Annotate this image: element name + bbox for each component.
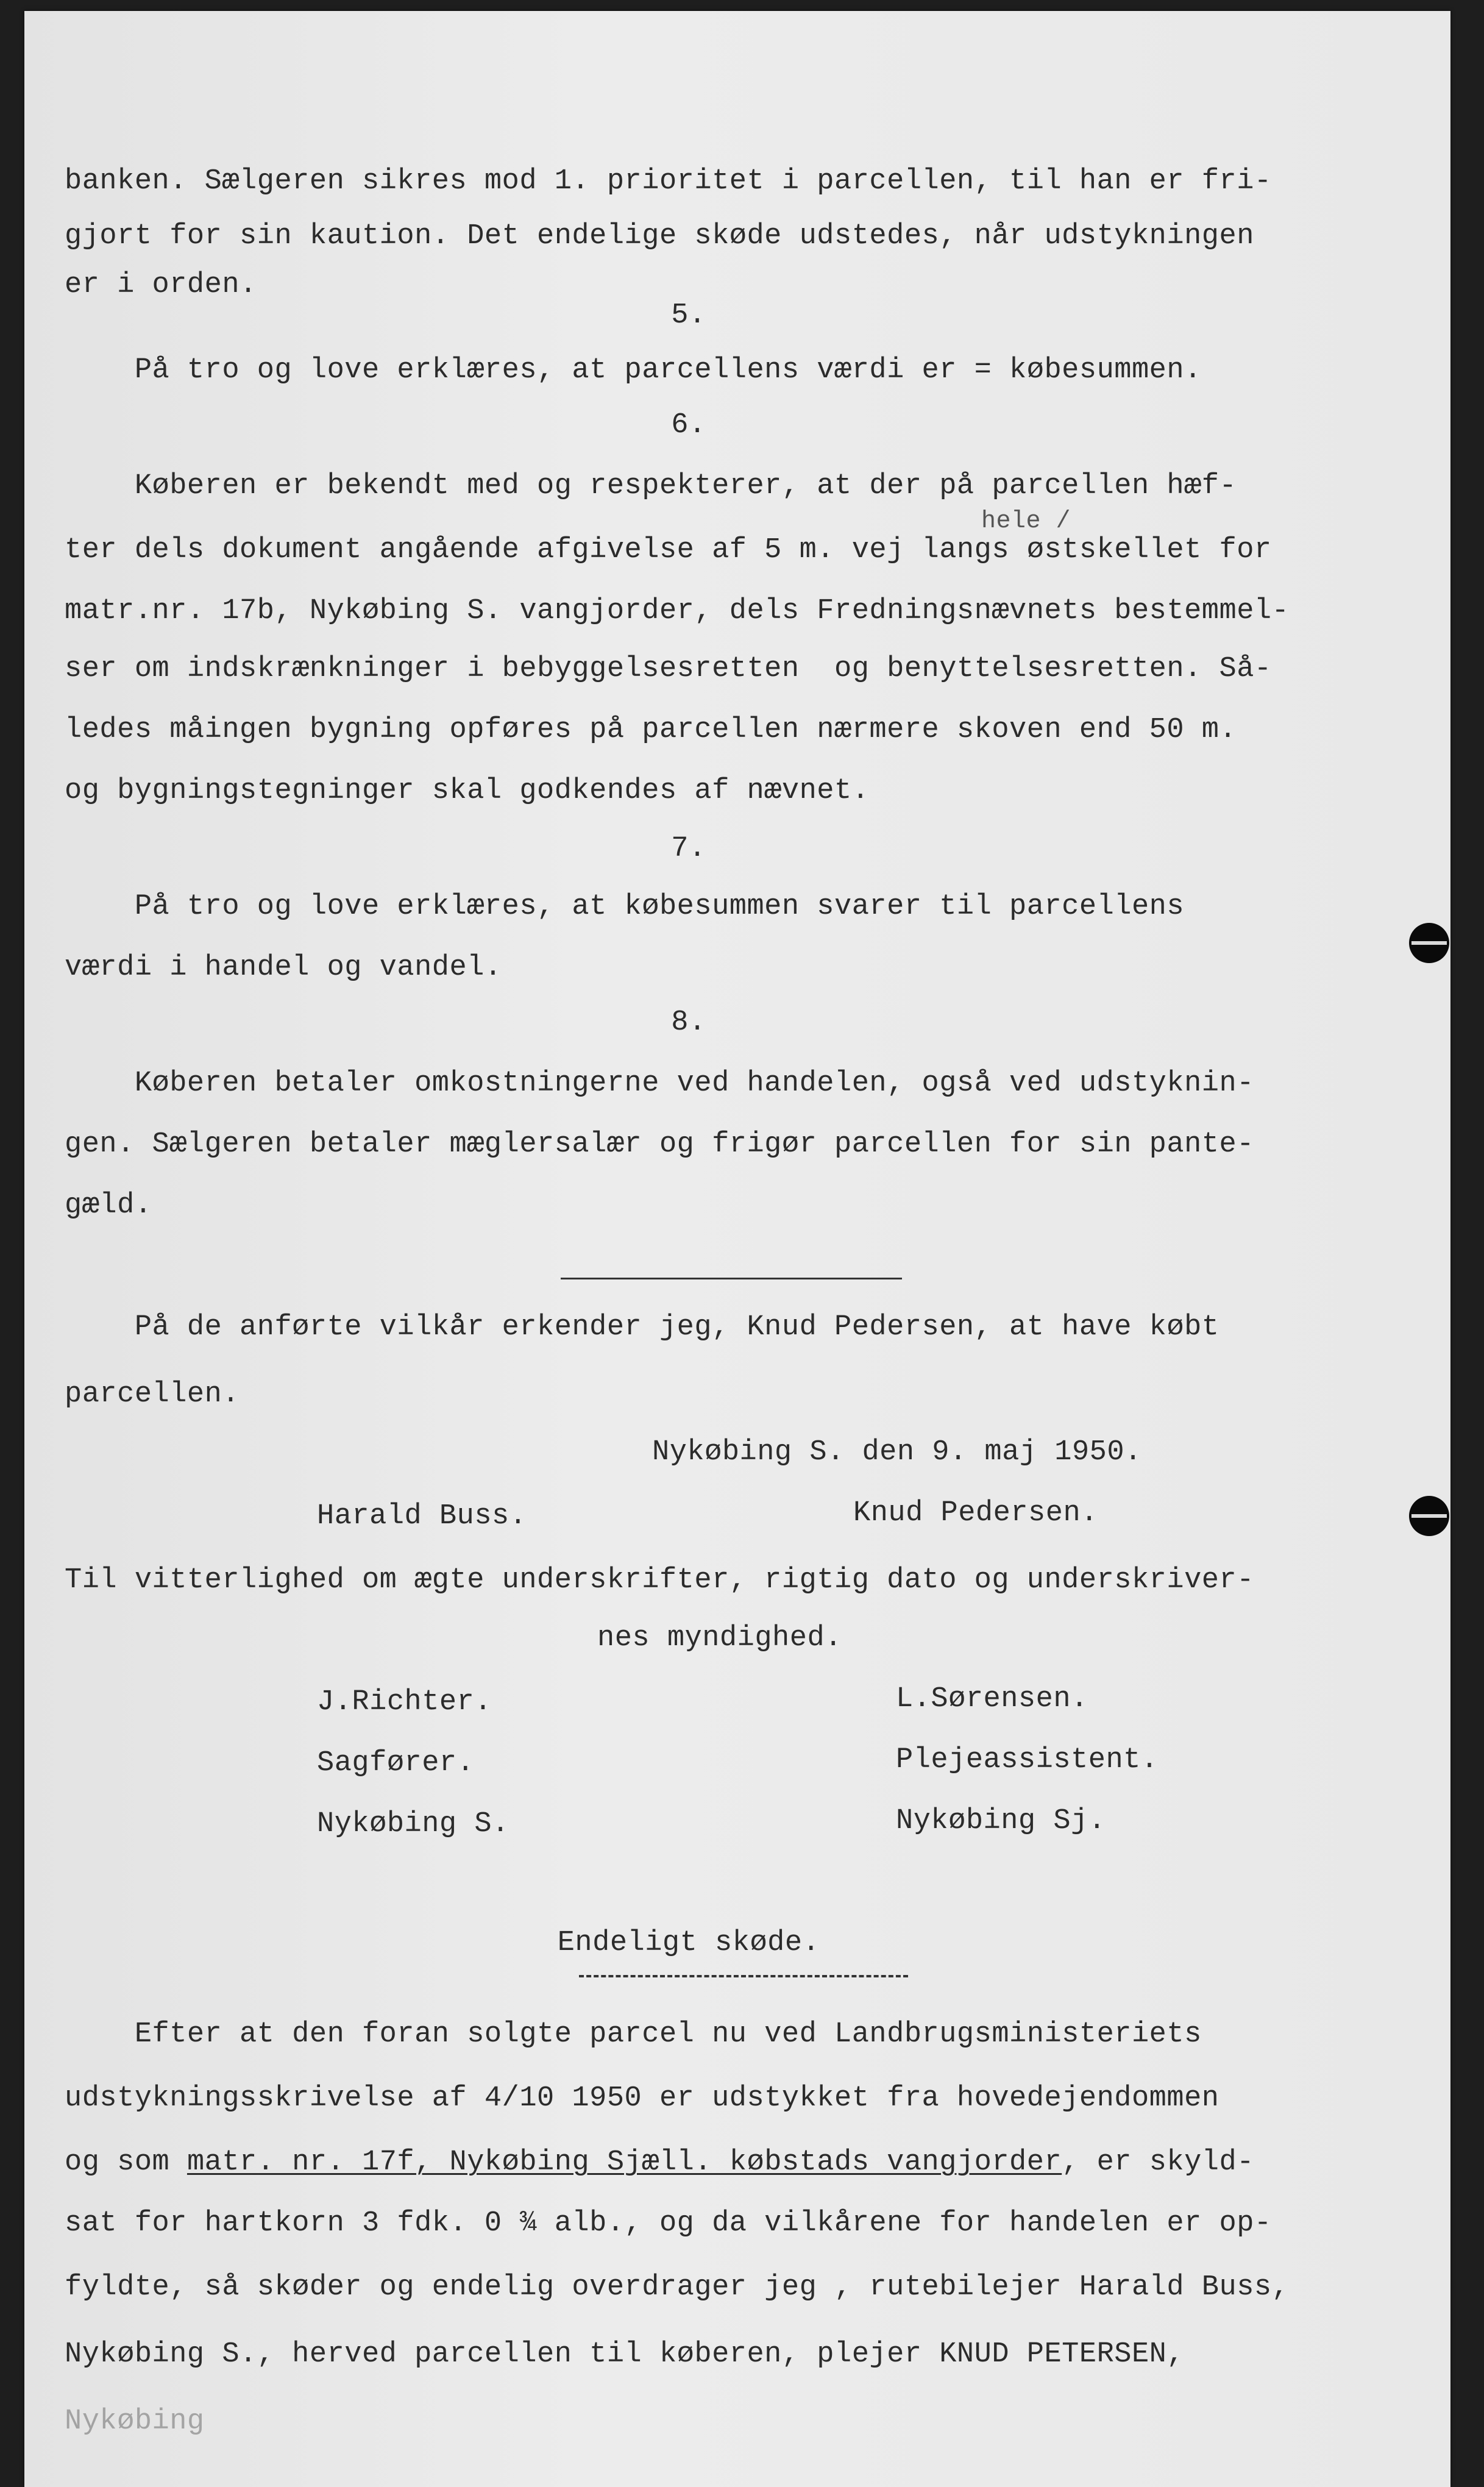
- punch-hole-bottom: [1409, 1496, 1449, 1536]
- place-date: Nykøbing S. den 9. maj 1950.: [652, 1436, 1142, 1468]
- text-line: og bygningstegninger skal godkendes af nævnet.: [65, 775, 870, 807]
- text-line: udstykningsskrivelse af 4/10 1950 er udstykket fra hovedejendommen: [65, 2082, 1220, 2115]
- text-line: er i orden.: [65, 269, 257, 301]
- section-number: 5.: [671, 299, 706, 332]
- text-line: På tro og love erklæres, at købesummen svarer til parcellens: [65, 891, 1185, 923]
- interlinear-insertion: hele /: [981, 508, 1071, 535]
- text-line-cut-off: Nykøbing: [65, 2405, 205, 2438]
- text-line: fyldte, så skøder og endelig overdrager jeg , rutebilejer Harald Buss,: [65, 2271, 1290, 2304]
- text-line: matr.nr. 17b, Nykøbing S. vangjorder, dels Fredningsnævnets bestemmel-: [65, 595, 1290, 627]
- seller-signature: Harald Buss.: [317, 1500, 527, 1532]
- witness-place: Nykøbing S.: [317, 1808, 509, 1840]
- witness-name: L.Sørensen.: [896, 1683, 1088, 1715]
- text-line: Til vitterlighed om ægte underskrifter, rigtig dato og underskriver-: [65, 1564, 1254, 1596]
- punch-hole-top: [1409, 923, 1449, 963]
- text-line: På tro og love erklæres, at parcellens værdi er = købesummen.: [65, 354, 1202, 386]
- witness-title: Plejeassistent.: [896, 1744, 1159, 1776]
- buyer-signature: Knud Pedersen.: [853, 1497, 1098, 1529]
- text-line: Nykøbing S., herved parcellen til køberen, plejer KNUD PETERSEN,: [65, 2338, 1185, 2371]
- text-line: Køberen betaler omkostningerne ved handelen, også ved udstyknin-: [65, 1067, 1254, 1100]
- witness-name: J.Richter.: [317, 1686, 492, 1718]
- text-line: ledes måingen bygning opføres på parcellen nærmere skoven end 50 m.: [65, 714, 1237, 746]
- text-line: [65, 2144, 1254, 2181]
- text-line: Køberen er bekendt med og respekterer, at der på parcellen hæf-: [65, 470, 1237, 502]
- text-segment: og som: [65, 2146, 187, 2179]
- heading-underline: [579, 1975, 908, 1977]
- text-line: gen. Sælgeren betaler mæglersalær og frigør parcellen for sin pante-: [65, 1128, 1254, 1161]
- text-line: Efter at den foran solgte parcel nu ved Landbrugsministeriets: [65, 2018, 1202, 2051]
- text-line: gjort for sin kaution. Det endelige skøde udstedes, når udstykningen: [65, 220, 1254, 252]
- text-line: sat for hartkorn 3 fdk. 0 ¾ alb., og da vilkårene for handelen er op-: [65, 2207, 1272, 2240]
- text-line: På de anførte vilkår erkender jeg, Knud Pedersen, at have købt: [65, 1311, 1220, 1343]
- section-number: 6.: [671, 409, 706, 441]
- text-line: parcellen.: [65, 1378, 240, 1411]
- witness-title: Sagfører.: [317, 1747, 475, 1779]
- text-line: gæld.: [65, 1189, 152, 1222]
- separator-rule: [561, 1278, 902, 1279]
- section-number: 8.: [671, 1006, 706, 1039]
- text-line: værdi i handel og vandel.: [65, 952, 502, 984]
- text-line: ter dels dokument angående afgivelse af 5 m. vej langs østskellet for: [65, 534, 1272, 566]
- section-heading: Endeligt skøde.: [557, 1927, 820, 1959]
- text-line: nes myndighed.: [597, 1622, 842, 1654]
- text-line: banken. Sælgeren sikres mod 1. prioritet i parcellen, til han er fri-: [65, 165, 1272, 197]
- underlined-property-designation: matr. nr. 17f, Nykøbing Sjæll. købstads vangjorder: [186, 2146, 1062, 2179]
- text-line: ser om indskrænkninger i bebyggelsesretten og benyttelsesretten. Så-: [65, 653, 1272, 685]
- text-segment: , er skyld-: [1062, 2146, 1254, 2179]
- section-number: 7.: [671, 833, 706, 865]
- witness-place: Nykøbing Sj.: [896, 1805, 1106, 1837]
- paper-sheet: [24, 11, 1450, 2487]
